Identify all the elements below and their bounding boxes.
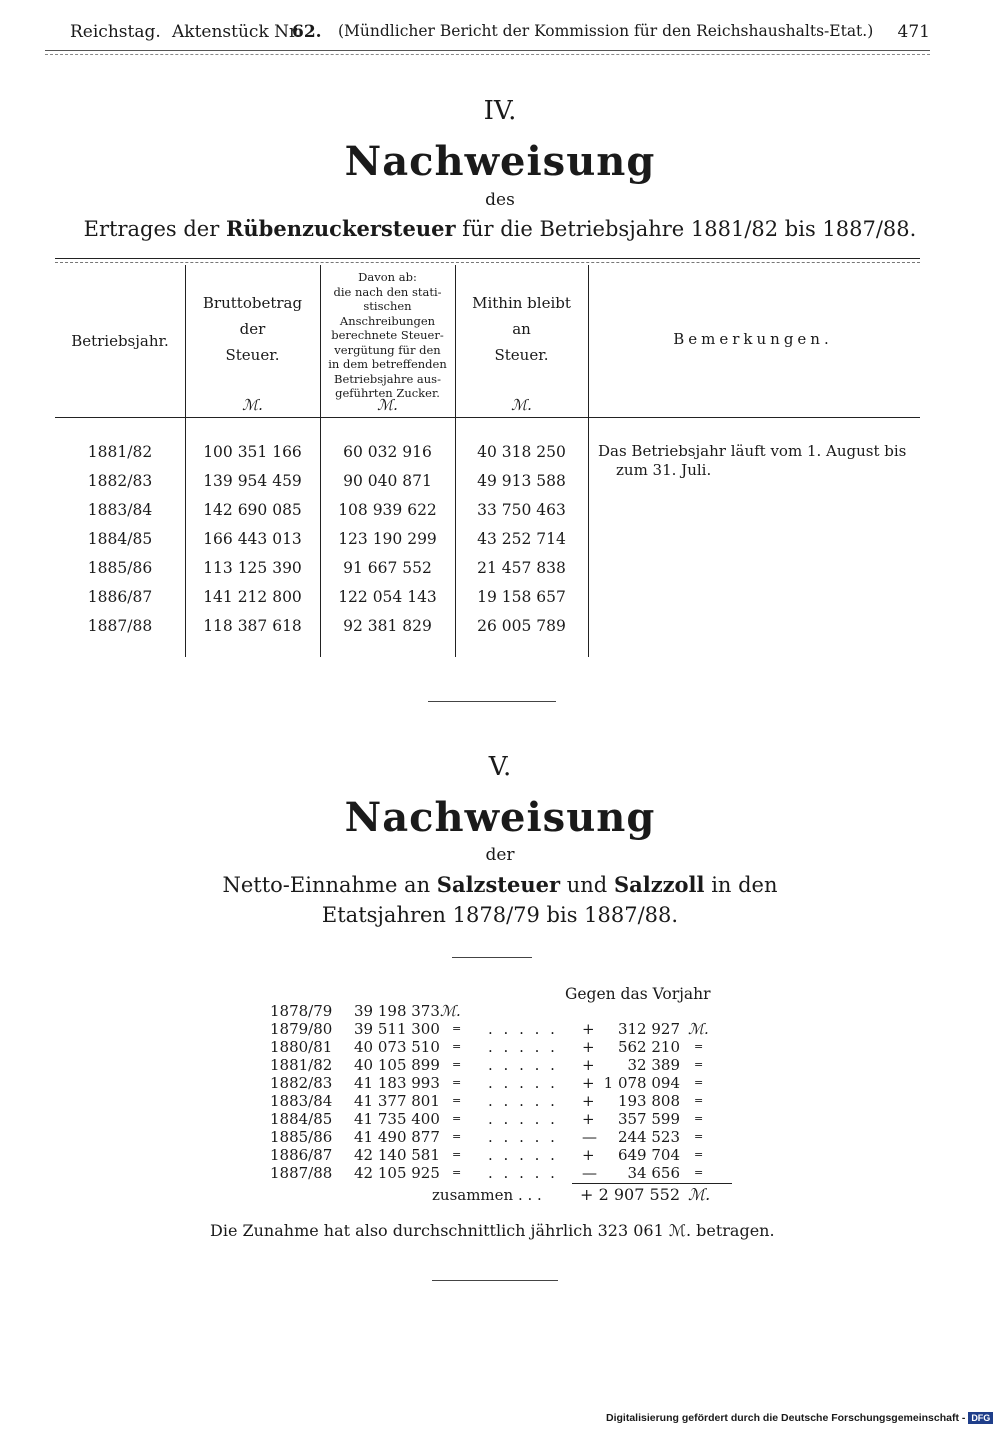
col-header-deduct-line: stischen Anschreibungen — [339, 299, 436, 328]
remarks-line: Das Betriebsjahr läuft vom 1. August bis — [598, 442, 907, 460]
salt-diff: 32 389 — [627, 1056, 680, 1074]
unit-mark: ℳ. — [242, 396, 263, 414]
col-header-gross-line: Steuer. — [225, 346, 280, 364]
salt-year: 1880/81 — [270, 1038, 333, 1056]
salt-row — [270, 1056, 740, 1074]
table-row — [55, 525, 588, 554]
col-header-net-line: an — [512, 320, 531, 338]
subtitle-post: für die Betriebsjahre 1881/82 bis 1887/88. — [462, 217, 917, 241]
cell-year: 1882/83 — [87, 472, 153, 490]
salt-diff: 649 704 — [617, 1146, 680, 1164]
col-header-net-line: Steuer. — [494, 346, 549, 364]
salt-year: 1881/82 — [270, 1056, 333, 1074]
table-top-rule-dashed — [55, 262, 920, 263]
table-row — [55, 467, 588, 496]
cell-year: 1884/85 — [87, 530, 153, 548]
salt-dots: . . . . . — [488, 1128, 558, 1146]
remarks-line: zum 31. Juli. — [616, 461, 712, 479]
salt-unit: = — [452, 1076, 462, 1089]
cell-deduct: 108 939 622 — [338, 501, 437, 519]
cell-year: 1885/86 — [87, 559, 153, 577]
salt-unit2: = — [694, 1166, 704, 1179]
salt-diff: 244 523 — [617, 1128, 680, 1146]
compare-header: Gegen das Vorjahr — [565, 985, 711, 1003]
cell-deduct: 90 040 871 — [343, 472, 432, 490]
salt-row — [270, 1002, 740, 1020]
salt-sign: + — [582, 1038, 595, 1056]
col-header-deduct-line: Davon ab: — [358, 270, 417, 284]
salt-sign: + — [582, 1092, 595, 1110]
salt-year: 1882/83 — [270, 1074, 333, 1092]
salt-sign: — — [582, 1164, 597, 1182]
cell-year: 1881/82 — [87, 443, 153, 461]
section-v-title: Nachweisung — [344, 794, 656, 841]
salt-unit2: = — [694, 1148, 704, 1161]
cell-net: 43 252 714 — [477, 530, 566, 548]
col-header-gross-line: Bruttobetrag — [202, 294, 303, 312]
salt-row — [270, 1128, 740, 1146]
salt-row — [270, 1092, 740, 1110]
cell-net: 26 005 789 — [477, 617, 566, 635]
salt-sign: + — [582, 1020, 595, 1038]
section-divider — [428, 701, 556, 702]
salt-diff: 193 808 — [617, 1092, 680, 1110]
subtitle-bold: Salzsteuer — [436, 872, 561, 897]
salt-year: 1884/85 — [270, 1110, 333, 1128]
cell-gross: 113 125 390 — [203, 559, 302, 577]
section-v-der: der — [485, 845, 515, 865]
unit-mark: ℳ. — [511, 396, 532, 414]
salt-unit: = — [452, 1040, 462, 1053]
subtitle-part: und — [566, 873, 608, 897]
cell-net: 21 457 838 — [477, 559, 566, 577]
salt-amount: 39 511 300 — [354, 1020, 440, 1038]
table-row — [55, 496, 588, 525]
salt-sign: + — [582, 1110, 595, 1128]
salt-row — [270, 1020, 740, 1038]
salt-amount: 42 105 925 — [354, 1164, 440, 1182]
table-top-rule — [55, 258, 920, 259]
cell-gross: 166 443 013 — [203, 530, 302, 548]
salt-amount: 41 490 877 — [354, 1128, 440, 1146]
section-iv-title: Nachweisung — [344, 138, 656, 185]
section-v-roman: V. — [488, 752, 512, 782]
salt-year: 1878/79 — [270, 1002, 333, 1020]
subtitle-bold: Salzzoll — [613, 872, 705, 897]
cell-gross: 141 212 800 — [203, 588, 302, 606]
col-header-deduct-line: die nach den stati- — [333, 284, 442, 299]
salt-dots: . . . . . — [488, 1092, 558, 1110]
salt-sign: + — [582, 1146, 595, 1164]
salt-unit2: = — [694, 1076, 704, 1089]
cell-deduct: 91 667 552 — [343, 559, 432, 577]
section-v-rule — [452, 957, 532, 958]
salt-row — [270, 1110, 740, 1128]
salt-dots: . . . . . — [488, 1146, 558, 1164]
salt-dots: . . . . . — [488, 1056, 558, 1074]
col-header-gross-line: der — [239, 320, 266, 338]
digitization-footer — [606, 1412, 993, 1424]
salt-sign: + — [582, 1056, 595, 1074]
total-unit: ℳ. — [688, 1185, 711, 1204]
cell-net: 49 913 588 — [477, 472, 566, 490]
salt-year: 1887/88 — [270, 1164, 333, 1182]
salt-diff: 357 599 — [617, 1110, 680, 1128]
cell-net: 33 750 463 — [477, 501, 566, 519]
header-reichstag: Reichstag. — [70, 22, 161, 42]
salt-unit: = — [452, 1058, 462, 1071]
cell-gross: 118 387 618 — [203, 617, 302, 635]
salt-unit: ℳ. — [440, 1002, 461, 1020]
col-header-remarks: Bemerkungen. — [673, 330, 833, 348]
salt-total-row — [420, 1186, 740, 1206]
total-value: 2 907 552 — [598, 1185, 680, 1204]
running-header — [70, 22, 930, 46]
col-header-gross — [185, 290, 320, 368]
cell-deduct: 60 032 916 — [343, 443, 432, 461]
salt-row — [270, 1164, 740, 1182]
cell-year: 1886/87 — [87, 588, 153, 606]
subtitle-bold: Rübenzuckersteuer — [225, 216, 456, 241]
salt-unit: = — [452, 1148, 462, 1161]
col-header-deduct-line: Betriebsjahre aus- — [334, 371, 441, 386]
cell-deduct: 123 190 299 — [338, 530, 437, 548]
salt-amount: 41 183 993 — [354, 1074, 440, 1092]
col-header-deduct-line: geführten Zucker. — [335, 386, 440, 400]
salt-dots: . . . . . — [488, 1020, 558, 1038]
section-v-subtitle-2: Etatsjahren 1878/79 bis 1887/88. — [321, 903, 679, 927]
salt-unit2: = — [694, 1130, 704, 1143]
salt-year: 1886/87 — [270, 1146, 333, 1164]
table-row — [55, 583, 588, 612]
col-header-net — [455, 290, 588, 368]
section-iv-roman: IV. — [483, 96, 517, 126]
section-v-subtitle-1 — [0, 872, 1000, 897]
section-iv-des: des — [485, 190, 515, 210]
total-rule — [572, 1183, 732, 1184]
salt-dots: . . . . . — [488, 1038, 558, 1056]
cell-year: 1883/84 — [87, 501, 153, 519]
subtitle-part: in den — [711, 873, 778, 897]
end-divider — [432, 1280, 558, 1281]
salt-unit2: = — [694, 1094, 704, 1107]
dfg-logo: DFG — [968, 1412, 993, 1424]
cell-deduct: 92 381 829 — [343, 617, 432, 635]
salt-unit2: = — [694, 1058, 704, 1071]
unit-mark: ℳ. — [377, 396, 398, 414]
salt-amount: 41 735 400 — [354, 1110, 440, 1128]
col-header-deduct — [320, 270, 455, 401]
salt-amount: 40 105 899 — [354, 1056, 440, 1074]
col-header-deduct-line: vergütung für den — [334, 342, 441, 357]
salt-diff: 1 078 094 — [603, 1074, 680, 1092]
header-paren: (Mündlicher Bericht der Kommission für den Reichshaushalts-Etat.) — [338, 22, 874, 40]
cell-gross: 100 351 166 — [203, 443, 302, 461]
salt-year: 1885/86 — [270, 1128, 333, 1146]
header-rule-dashed — [45, 54, 930, 55]
table-row — [55, 554, 588, 583]
cell-net: 19 158 657 — [477, 588, 566, 606]
header-aktenstueck: Aktenstück Nr. — [172, 22, 301, 42]
salt-diff: 34 656 — [627, 1164, 680, 1182]
salt-unit: = — [452, 1166, 462, 1179]
salt-amount: 41 377 801 — [354, 1092, 440, 1110]
salt-unit: = — [452, 1112, 462, 1125]
remarks-note — [598, 442, 920, 480]
salt-amount: 40 073 510 — [354, 1038, 440, 1056]
salt-unit: = — [452, 1022, 462, 1035]
cell-gross: 142 690 085 — [203, 501, 302, 519]
section-iv-subtitle — [0, 216, 1000, 241]
salt-dots: . . . . . — [488, 1110, 558, 1128]
salt-amount: 39 198 373 — [354, 1002, 440, 1020]
table-row — [55, 612, 588, 641]
salt-unit: = — [452, 1094, 462, 1107]
salt-diff: 562 210 — [617, 1038, 680, 1056]
cell-gross: 139 954 459 — [203, 472, 302, 490]
salt-dots: . . . . . — [488, 1074, 558, 1092]
col-header-deduct-line: in dem betreffenden — [328, 357, 447, 371]
salt-diff: 312 927 — [617, 1020, 680, 1038]
footer-text: Digitalisierung gefördert durch die Deutsche Forschungsgemeinschaft - — [606, 1412, 966, 1424]
col-header-net-line: Mithin bleibt — [472, 294, 571, 312]
cell-year: 1887/88 — [87, 617, 153, 635]
salt-row — [270, 1146, 740, 1164]
subtitle-part: Netto-Einnahme an — [222, 873, 431, 897]
summary-sentence: Die Zunahme hat also durchschnittlich jährlich 323 061 ℳ. betragen. — [210, 1221, 775, 1240]
header-rule — [45, 50, 930, 51]
page-number: 471 — [897, 22, 930, 42]
subtitle-pre: Ertrages der — [83, 217, 220, 241]
cell-deduct: 122 054 143 — [338, 588, 437, 606]
salt-sign: + — [582, 1074, 595, 1092]
table-row — [55, 438, 588, 467]
salt-unit: = — [452, 1130, 462, 1143]
col-header-year: Betriebsjahr. — [71, 332, 169, 350]
salt-unit2: = — [694, 1040, 704, 1053]
salt-sign: — — [582, 1128, 597, 1146]
table-col-divider — [588, 265, 589, 657]
salt-year: 1883/84 — [270, 1092, 333, 1110]
total-sign: + — [580, 1185, 594, 1204]
salt-amount: 42 140 581 — [354, 1146, 440, 1164]
header-number: 62. — [292, 22, 322, 42]
table-body — [55, 438, 588, 641]
salt-table — [270, 1002, 740, 1182]
col-header-deduct-line: berechnete Steuer- — [331, 328, 444, 342]
salt-dots: . . . . . — [488, 1164, 558, 1182]
salt-unit2: = — [694, 1112, 704, 1125]
salt-unit2: ℳ. — [688, 1020, 709, 1038]
cell-net: 40 318 250 — [477, 443, 566, 461]
salt-year: 1879/80 — [270, 1020, 333, 1038]
total-label: zusammen . . . — [432, 1186, 542, 1204]
salt-row — [270, 1074, 740, 1092]
salt-row — [270, 1038, 740, 1056]
